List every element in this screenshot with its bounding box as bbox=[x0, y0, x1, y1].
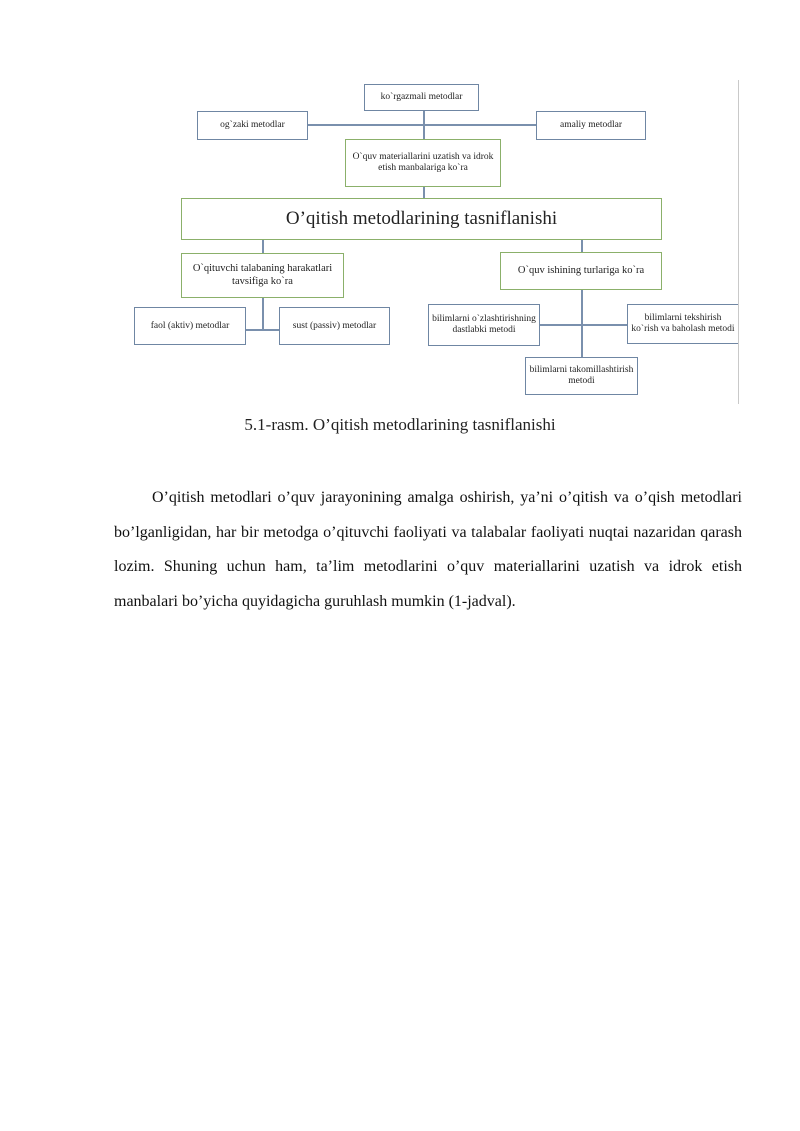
source-criterion-box: O`quv materiallarini uzatish va idrok etish manbalariga ko`ra bbox=[345, 139, 501, 187]
main-title-box: O’qitish metodlarining tasniflanishi bbox=[181, 198, 662, 240]
connector-top-horizontal bbox=[308, 124, 536, 126]
teacher-student-criterion-box: O`qituvchi talabaning harakatlari tavsifiga ko`ra bbox=[181, 253, 344, 298]
connector-main-split bbox=[262, 240, 264, 253]
visual-methods-box: ko`rgazmali metodlar bbox=[364, 84, 479, 111]
passive-methods-box: sust (passiv) metodlar bbox=[279, 307, 390, 345]
active-methods-box: faol (aktiv) metodlar bbox=[134, 307, 246, 345]
figure-right-border bbox=[738, 80, 739, 404]
connector-left-branch-down bbox=[262, 298, 264, 329]
work-type-criterion-box: O`quv ishining turlariga ko`ra bbox=[500, 252, 662, 290]
initial-learning-method-box: bilimlarni o`zlashtirishning dastlabki metodi bbox=[428, 304, 540, 346]
practical-methods-box: amaliy metodlar bbox=[536, 111, 646, 140]
checking-assessment-method-box: bilimlarni tekshirish ko`rish va baholash metodi bbox=[627, 304, 739, 344]
classification-diagram bbox=[0, 0, 800, 410]
body-paragraph: O’qitish metodlari o’quv jarayonining amalga oshirish, ya’ni o’qitish va o’qish metodlari bo’lganligidan, har bir metodga o’qituvchi faoliyati va talabalar faoliyati nuqtai nazaridan qarash lozim. Shuning uchun ham, ta’lim metodlarini o’quv materiallarini uzatish va idrok etish manbalari bo’yicha quyidagicha guruhlash mumkin (1-jadval). bbox=[114, 489, 742, 610]
connector-main-split-right bbox=[581, 240, 583, 252]
connector-left-horizontal bbox=[246, 329, 279, 331]
connector-right-horizontal bbox=[540, 324, 627, 326]
improvement-method-box: bilimlarni takomillashtirish metodi bbox=[525, 357, 638, 395]
oral-methods-box: og`zaki metodlar bbox=[197, 111, 308, 140]
connector-source-to-main bbox=[423, 187, 425, 198]
figure-caption: 5.1-rasm. O’qitish metodlarining tasniflanishi bbox=[244, 415, 556, 434]
